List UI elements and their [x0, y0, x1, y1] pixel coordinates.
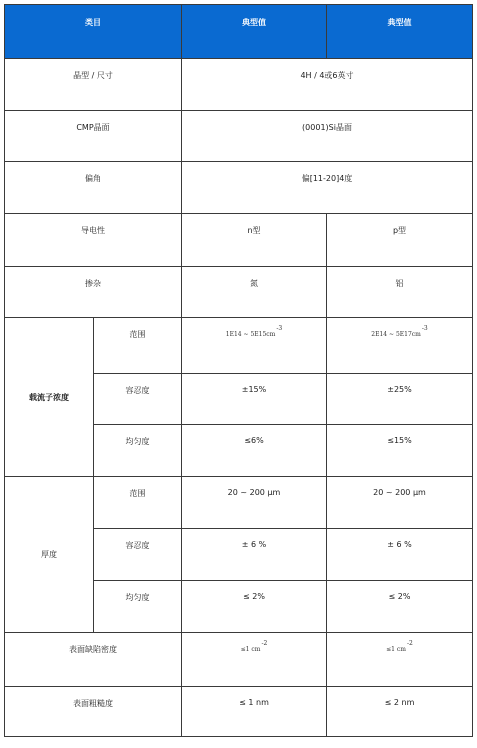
label-carrier-uniformity: 均匀度	[94, 425, 182, 477]
carrier-range-p-text: 2E14 ~ 5E17cm	[371, 331, 421, 338]
value-doping-n: 氮	[182, 267, 327, 318]
defect-density-n-text: ≤1 cm	[240, 646, 261, 653]
row-carrier-range	[5, 318, 473, 374]
value-thickness-range-p: 20 ~ 200 μm	[327, 477, 473, 529]
value-roughness-n: ≤ 1 nm	[182, 687, 327, 737]
label-thickness-uniformity: 均匀度	[94, 581, 182, 633]
label-carrier-tolerance: 容忍度	[94, 374, 182, 425]
defect-density-p-text: ≤1 cm	[386, 646, 406, 653]
value-carrier-range-p	[327, 318, 473, 374]
value-carrier-uniformity-p: ≤15%	[327, 425, 473, 477]
value-thickness-tolerance-n: ± 6 %	[182, 529, 327, 581]
label-defect-density: 表面缺陷密度	[5, 633, 182, 687]
value-thickness-range-n: 20 ~ 200 μm	[182, 477, 327, 529]
row-doping	[5, 267, 473, 318]
value-roughness-p: ≤ 2 nm	[327, 687, 473, 737]
label-thickness: 厚度	[5, 477, 94, 633]
value-carrier-tolerance-p: ±25%	[327, 374, 473, 425]
value-carrier-range-n	[182, 318, 327, 374]
spec-table	[4, 4, 473, 737]
label-carrier-concentration: 载流子浓度	[5, 318, 94, 477]
row-roughness	[5, 687, 473, 737]
label-thickness-range: 范围	[94, 477, 182, 529]
defect-density-n-exp: -2	[261, 640, 268, 647]
label-carrier-range: 范围	[94, 318, 182, 374]
carrier-range-p-exp: -3	[421, 325, 428, 332]
label-roughness: 表面粗糙度	[5, 687, 182, 737]
label-crystal-size: 晶型 / 尺寸	[5, 59, 182, 111]
value-conductivity-n: n型	[182, 214, 327, 267]
value-thickness-tolerance-p: ± 6 %	[327, 529, 473, 581]
label-off-angle: 偏角	[5, 162, 182, 214]
header-row	[5, 5, 473, 59]
row-defect-density	[5, 633, 473, 687]
carrier-range-n-exp: -3	[276, 325, 283, 332]
value-defect-density-p	[327, 633, 473, 687]
row-thickness-range	[5, 477, 473, 529]
header-typical-p: 典型值	[327, 5, 473, 59]
row-cmp-face	[5, 111, 473, 162]
row-crystal-size	[5, 59, 473, 111]
label-thickness-tolerance: 容忍度	[94, 529, 182, 581]
header-category: 类目	[5, 5, 182, 59]
label-conductivity: 导电性	[5, 214, 182, 267]
value-conductivity-p: p型	[327, 214, 473, 267]
carrier-range-n-text: 1E14 ~ 5E15cm	[225, 331, 276, 338]
value-thickness-uniformity-n: ≤ 2%	[182, 581, 327, 633]
value-crystal-size: 4H / 4或6英寸	[182, 59, 473, 111]
value-cmp-face: (0001)Si晶面	[182, 111, 473, 162]
value-carrier-tolerance-n: ±15%	[182, 374, 327, 425]
label-doping: 掺杂	[5, 267, 182, 318]
value-thickness-uniformity-p: ≤ 2%	[327, 581, 473, 633]
value-defect-density-n	[182, 633, 327, 687]
row-conductivity	[5, 214, 473, 267]
value-doping-p: 铝	[327, 267, 473, 318]
row-off-angle	[5, 162, 473, 214]
value-carrier-uniformity-n: ≤6%	[182, 425, 327, 477]
label-cmp-face: CMP晶面	[5, 111, 182, 162]
value-off-angle: 偏[11-20]4度	[182, 162, 473, 214]
header-typical-n: 典型值	[182, 5, 327, 59]
defect-density-p-exp: -2	[406, 640, 413, 647]
